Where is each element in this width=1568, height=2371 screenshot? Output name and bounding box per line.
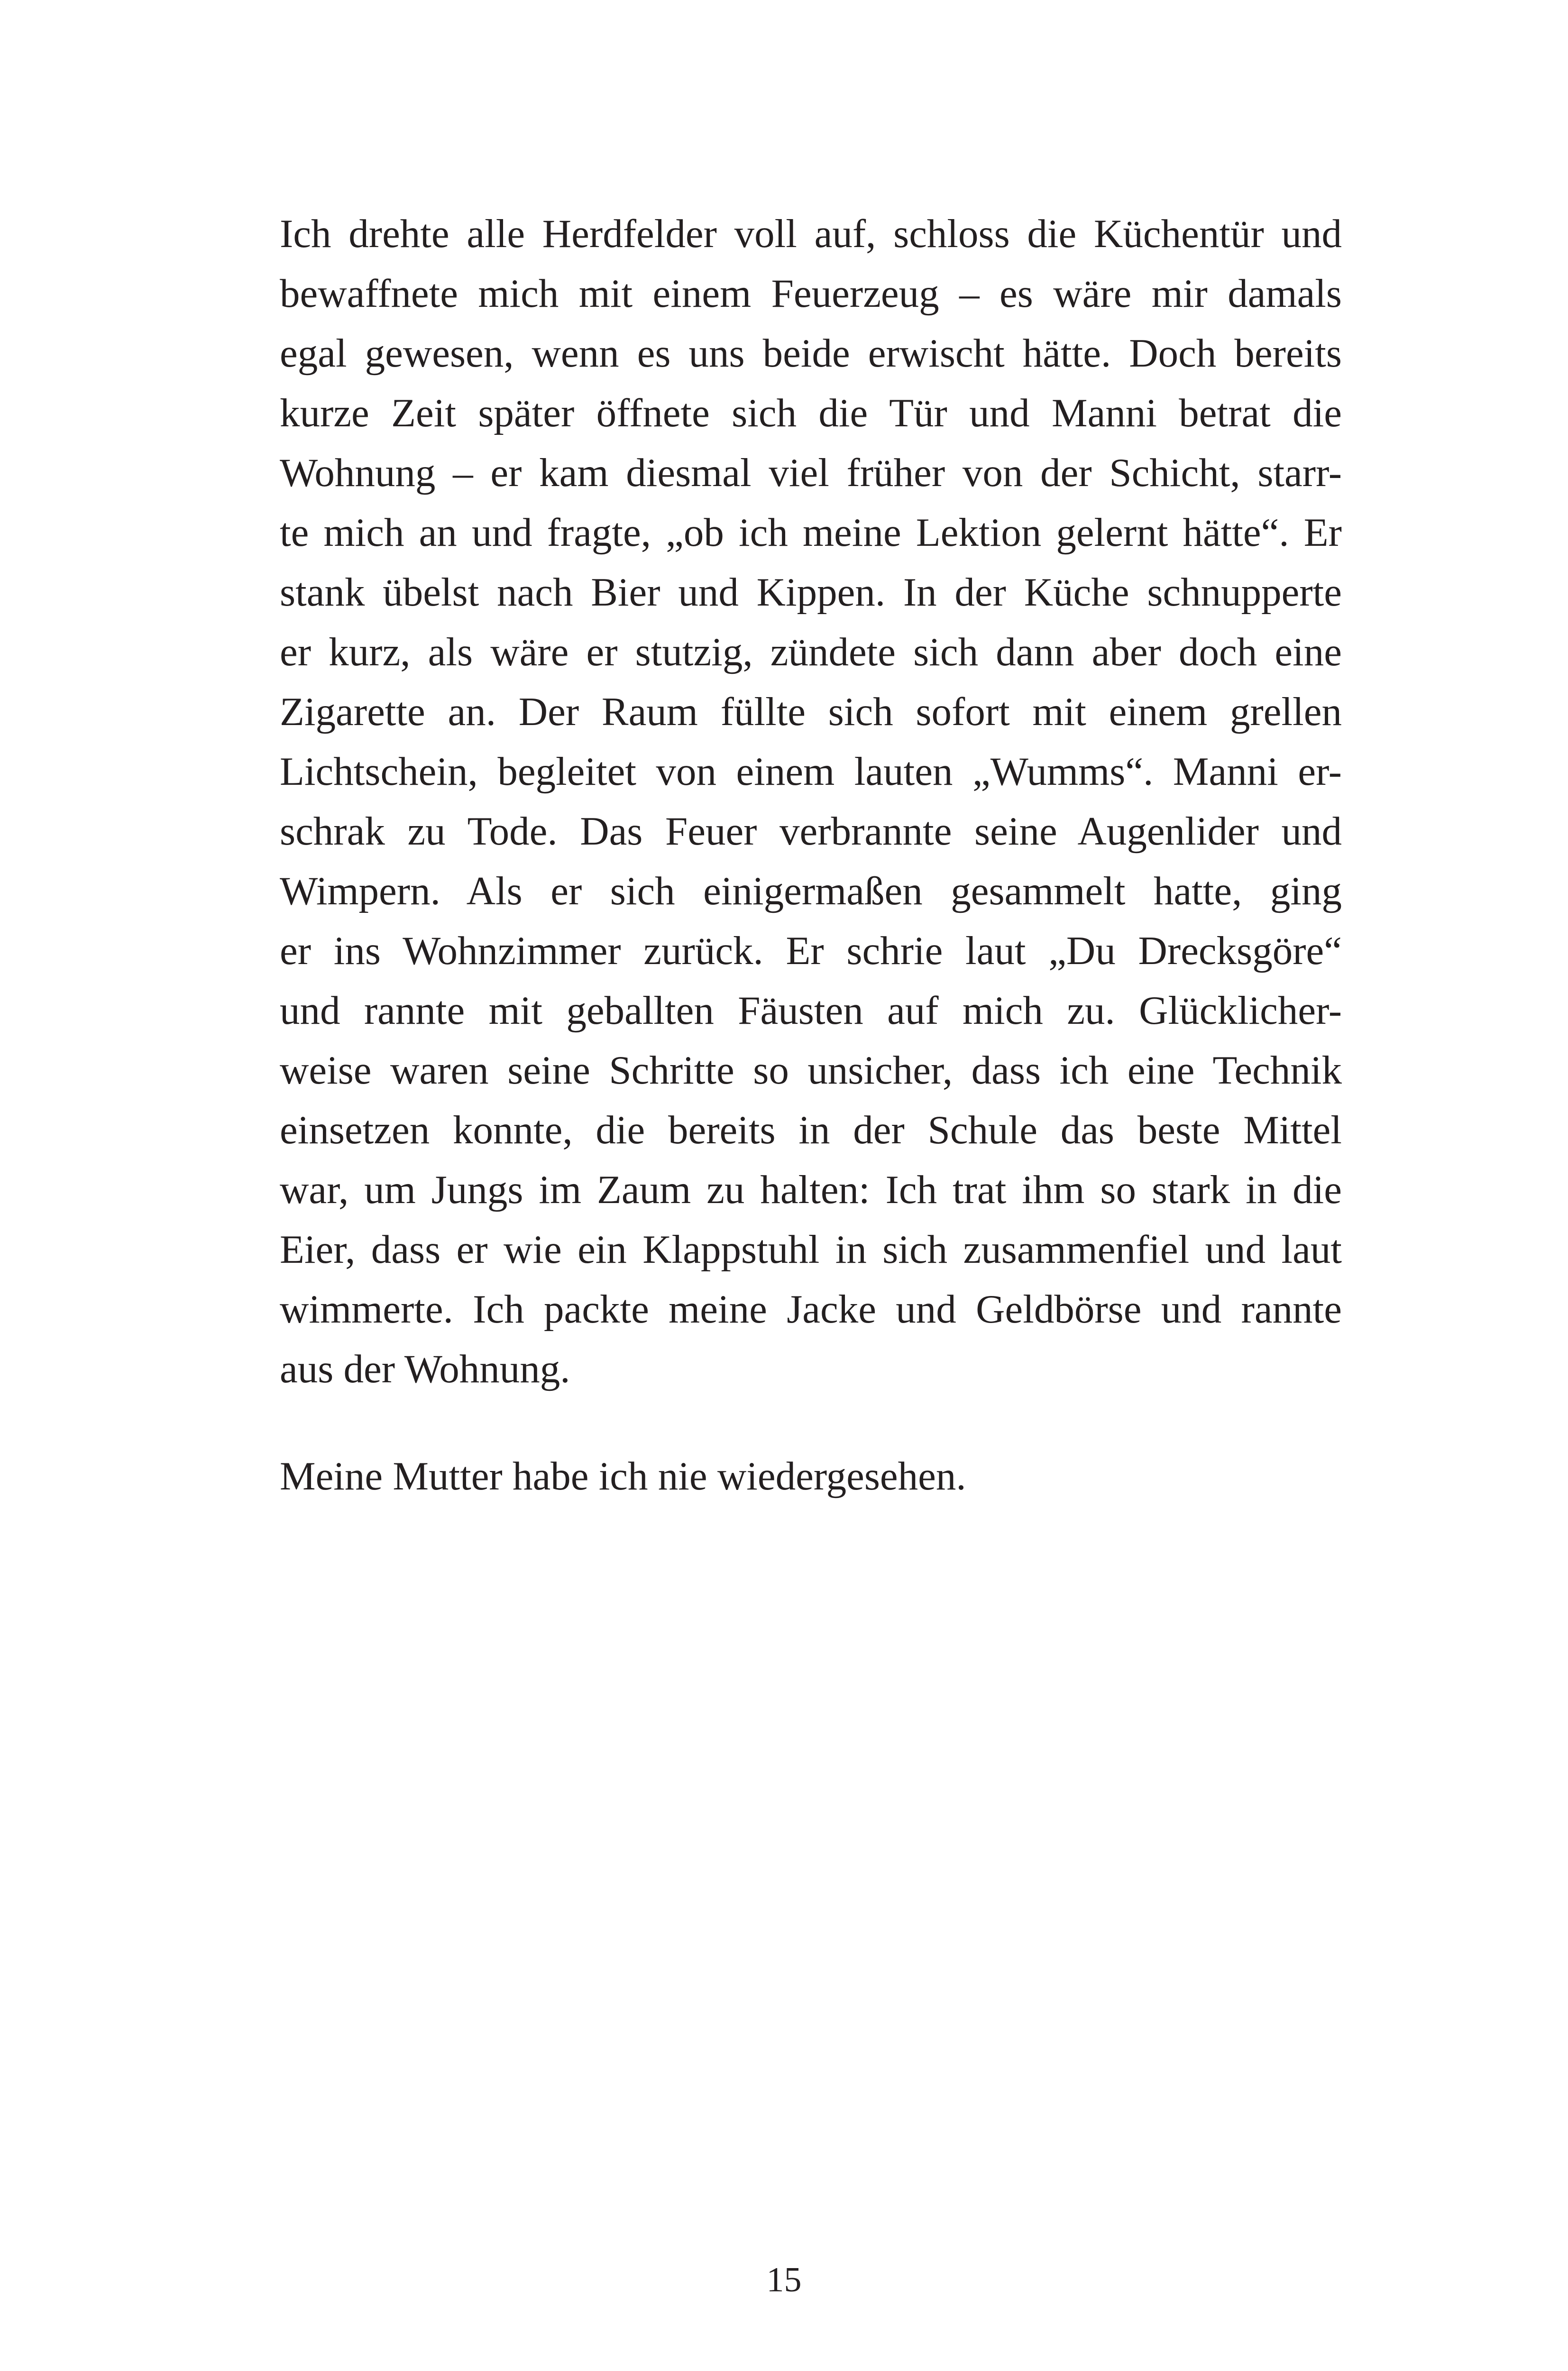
text-line: er kurz, als wäre er stutzig, zündete sich dann aber doch eine: [280, 630, 1342, 674]
text-line: Lichtschein, begleitet von einem lauten „Wumms“. Manni er-: [280, 749, 1342, 794]
text-line: Wohnung – er kam diesmal viel früher von der Schicht, starr-: [280, 450, 1342, 495]
text-line: Eier, dass er wie ein Klappstuhl in sich zusammenfiel und laut: [280, 1227, 1342, 1272]
text-line: bewaffnete mich mit einem Feuerzeug – es wäre mir damals: [280, 271, 1342, 316]
text-line: aus der Wohnung.: [280, 1347, 570, 1391]
text-line: weise waren seine Schritte so unsicher, dass ich eine Technik: [280, 1048, 1342, 1093]
text-line: Wimpern. Als er sich einigermaßen gesammelt hatte, ging: [280, 869, 1342, 913]
text-line: stank übelst nach Bier und Kippen. In der Küche schnupperte: [280, 570, 1342, 615]
text-line: er ins Wohnzimmer zurück. Er schrie laut „Du Drecksgöre“: [280, 928, 1342, 973]
text-line: wimmerte. Ich packte meine Jacke und Geldbörse und rannte: [280, 1287, 1342, 1332]
text-line: egal gewesen, wenn es uns beide erwischt hätte. Doch bereits: [280, 331, 1342, 376]
text-line: kurze Zeit später öffnete sich die Tür und Manni betrat die: [280, 391, 1342, 435]
text-line: schrak zu Tode. Das Feuer verbrannte seine Augenlider und: [280, 809, 1342, 854]
paragraph-gap: [280, 1399, 1342, 1446]
paragraph-1: [280, 204, 1342, 1399]
text-line: Ich drehte alle Herdfelder voll auf, schloss die Küchentür und: [280, 211, 1342, 256]
paragraph-2: [280, 1446, 1342, 1506]
text-line: Meine Mutter habe ich nie wiedergesehen.: [280, 1454, 966, 1498]
text-line: war, um Jungs im Zaum zu halten: Ich trat ihm so stark in die: [280, 1167, 1342, 1212]
text-line: te mich an und fragte, „ob ich meine Lektion gelernt hätte“. Er: [280, 510, 1342, 555]
page-number: 15: [766, 2261, 802, 2299]
text-line: einsetzen konnte, die bereits in der Schule das beste Mittel: [280, 1108, 1342, 1152]
body-text: [280, 204, 1342, 1506]
text-line: Zigarette an. Der Raum füllte sich sofort mit einem grellen: [280, 689, 1342, 734]
text-line: und rannte mit geballten Fäusten auf mich zu. Glücklicher-: [280, 988, 1342, 1033]
